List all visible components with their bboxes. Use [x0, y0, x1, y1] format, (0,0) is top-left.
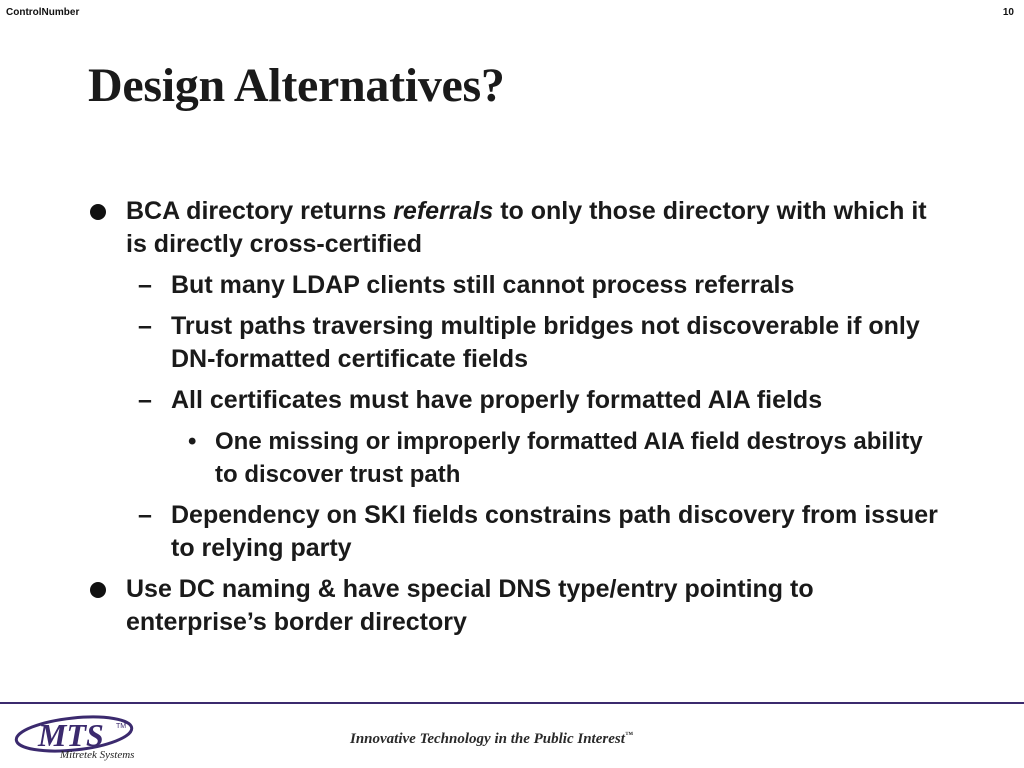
- dash-bullet-icon: –: [138, 386, 152, 414]
- sub-bullet-item: [88, 310, 948, 376]
- sub-bullet-item: [88, 384, 948, 417]
- small-bullet-icon: •: [188, 428, 197, 455]
- logo-subtitle: Mitretek Systems: [60, 749, 135, 761]
- dash-bullet-icon: –: [138, 312, 152, 340]
- dash-bullet-icon: –: [138, 271, 152, 299]
- sub-sub-bullet-item: [88, 425, 948, 491]
- bullet-text: BCA directory returns: [126, 197, 394, 225]
- bullet-text: Use DC naming & have special DNS type/entry pointing to enterprise’s border directory: [126, 575, 814, 636]
- bullet-text: All certificates must have properly formatted AIA fields: [171, 386, 823, 414]
- bullet-text: to only those directory with which it is directly cross-certified: [126, 197, 927, 258]
- bullet-text: One missing or improperly formatted AIA field destroys ability to discover trust path: [215, 428, 923, 488]
- sub-bullet-item: [88, 269, 948, 302]
- round-bullet-icon: [90, 204, 106, 220]
- bullet-text: But many LDAP clients still cannot process referrals: [171, 271, 795, 299]
- bullet-text: Trust paths traversing multiple bridges not discoverable if only DN-formatted certificate fields: [171, 312, 920, 373]
- footer-tagline: [350, 730, 633, 748]
- logo-text: MTS: [38, 717, 104, 753]
- bullet-emphasis: referrals: [393, 197, 494, 225]
- control-number: ControlNumber: [6, 7, 80, 18]
- tagline-trademark: ™: [624, 730, 633, 739]
- logo-trademark: TM: [116, 723, 127, 730]
- sub-bullet-item: [88, 499, 948, 565]
- bullet-item: [88, 573, 948, 639]
- bullet-text: Dependency on SKI fields constrains path discovery from issuer to relying party: [171, 501, 938, 562]
- round-bullet-icon: [90, 582, 106, 598]
- mts-logo-icon: [12, 712, 172, 762]
- page-number: 10: [1002, 7, 1014, 18]
- footer-divider: [0, 702, 1024, 704]
- bullet-list: [88, 195, 948, 647]
- tagline-text: Innovative Technology in the Public Interest: [350, 731, 625, 747]
- slide-title: Design Alternatives?: [88, 59, 505, 112]
- bullet-item: [88, 195, 948, 261]
- dash-bullet-icon: –: [138, 501, 152, 529]
